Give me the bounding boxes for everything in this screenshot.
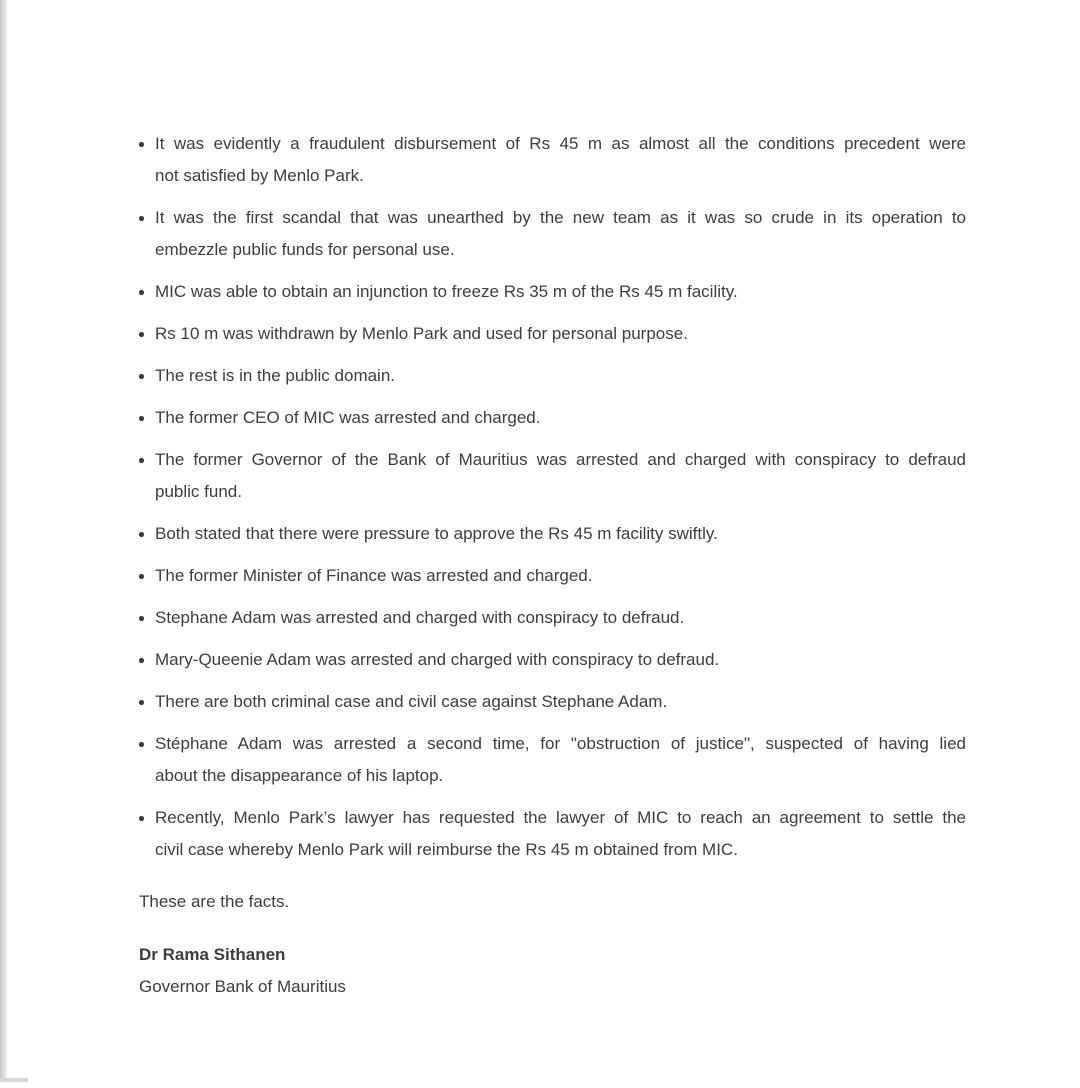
bullet-item (139, 202, 966, 266)
bullet-item (139, 276, 966, 308)
bullet-dot-icon (139, 202, 155, 266)
bullet-line: about the disappearance of his laptop. (155, 766, 444, 785)
bullet-dot-icon (139, 402, 155, 434)
bullet-dot-icon (139, 444, 155, 508)
bullet-line: civil case whereby Menlo Park will reimburse the Rs 45 m obtained from MIC. (155, 840, 738, 859)
bullet-text (155, 402, 966, 434)
bullet-line: Stéphane Adam was arrested a second time, for "obstruction of justice", suspected of having lied (155, 734, 966, 753)
bullet-dot-icon (139, 728, 155, 792)
bullet-item (139, 802, 966, 866)
page-corner-mark (0, 1078, 28, 1082)
bullet-dot-icon (139, 560, 155, 592)
bullet-item (139, 360, 966, 392)
bullet-text (155, 560, 966, 592)
bullet-line: The former CEO of MIC was arrested and charged. (155, 408, 541, 427)
bullet-item (139, 318, 966, 350)
bullet-text (155, 686, 966, 718)
bullet-item (139, 644, 966, 676)
document-content (139, 128, 966, 1003)
bullet-item (139, 402, 966, 434)
bullet-line: It was evidently a fraudulent disbursement of Rs 45 m as almost all the conditions precedent were (155, 134, 966, 153)
bullet-dot-icon (139, 128, 155, 192)
bullet-line: Both stated that there were pressure to approve the Rs 45 m facility swiftly. (155, 524, 718, 543)
bullet-item (139, 602, 966, 634)
bullet-text (155, 360, 966, 392)
bullet-line: The former Minister of Finance was arrested and charged. (155, 566, 593, 585)
bullet-line: The former Governor of the Bank of Mauritius was arrested and charged with conspiracy to defraud (155, 450, 966, 469)
bullet-line: It was the first scandal that was unearthed by the new team as it was so crude in its operation to (155, 208, 966, 227)
bullet-text (155, 602, 966, 634)
bullet-text (155, 276, 966, 308)
bullet-line: MIC was able to obtain an injunction to freeze Rs 35 m of the Rs 45 m facility. (155, 282, 738, 301)
bullet-text (155, 802, 966, 866)
bullet-text (155, 644, 966, 676)
bullet-item (139, 128, 966, 192)
bullet-item (139, 686, 966, 718)
bullet-line: Mary-Queenie Adam was arrested and charged with conspiracy to defraud. (155, 650, 720, 669)
bullet-text (155, 318, 966, 350)
bullet-line: embezzle public funds for personal use. (155, 240, 455, 259)
page-left-edge (0, 0, 7, 1082)
bullet-line: public fund. (155, 482, 242, 501)
signature-name: Dr Rama Sithanen (139, 945, 286, 964)
bullet-dot-icon (139, 318, 155, 350)
bullet-item (139, 728, 966, 792)
bullet-line: Rs 10 m was withdrawn by Menlo Park and used for personal purpose. (155, 324, 688, 343)
bullet-item (139, 518, 966, 550)
bullet-dot-icon (139, 602, 155, 634)
bullet-line: The rest is in the public domain. (155, 366, 396, 385)
bullet-text (155, 202, 966, 266)
bullet-item (139, 560, 966, 592)
bullet-item (139, 444, 966, 508)
bullet-line: not satisfied by Menlo Park. (155, 166, 364, 185)
bullet-line: Stephane Adam was arrested and charged with conspiracy to defraud. (155, 608, 685, 627)
signature-title: Governor Bank of Mauritius (139, 977, 346, 996)
bullet-text (155, 444, 966, 508)
bullet-list (139, 128, 966, 866)
bullet-dot-icon (139, 802, 155, 866)
bullet-dot-icon (139, 276, 155, 308)
bullet-text (155, 518, 966, 550)
bullet-text (155, 128, 966, 192)
bullet-dot-icon (139, 686, 155, 718)
bullet-dot-icon (139, 360, 155, 392)
bullet-text (155, 728, 966, 792)
bullet-line: There are both criminal case and civil case against Stephane Adam. (155, 692, 668, 711)
bullet-dot-icon (139, 644, 155, 676)
bullet-line: Recently, Menlo Park’s lawyer has requested the lawyer of MIC to reach an agreement to settle the (155, 808, 966, 827)
closing-paragraph: These are the facts. (139, 892, 290, 911)
bullet-dot-icon (139, 518, 155, 550)
